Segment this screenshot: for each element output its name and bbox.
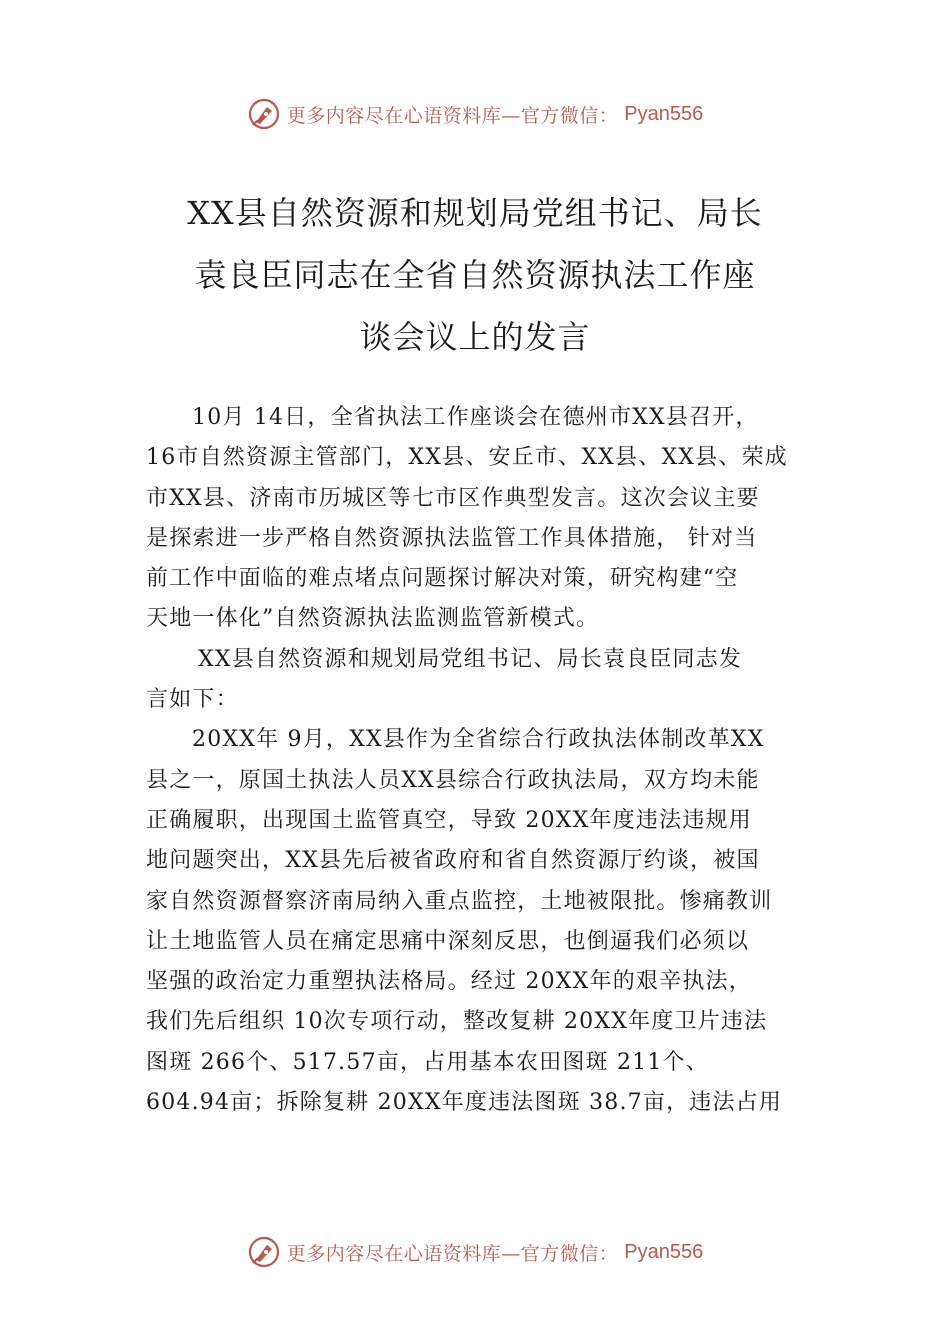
- body-line: 市XX县、济南市历城区等七市区作典型发言。这次会议主要: [146, 485, 760, 511]
- body-line: 图斑 266个、517.57亩，占用基本农田图斑 211个、: [146, 1049, 709, 1075]
- watermark-brand-text: 更多内容尽在心语资料库—官方微信：: [286, 1242, 619, 1265]
- document-body: [146, 398, 826, 1123]
- body-line: 天地一体化”自然资源执法监测监管新模式。: [146, 606, 600, 632]
- title-line: 袁良臣同志在全省自然资源执法工作座: [194, 256, 756, 294]
- body-line: XX县自然资源和规划局党组书记、局长袁良臣同志发: [198, 646, 743, 672]
- watermark-banner-bottom: [0, 1232, 950, 1272]
- body-line: 家自然资源督察济南局纳入重点监控，土地被限批。惨痛教训: [146, 888, 773, 914]
- watermark-banner-top: [0, 94, 950, 134]
- pen-nib-icon: [247, 1235, 281, 1269]
- body-line: 让土地监管人员在痛定思痛中深刻反思，也倒逼我们必须以: [146, 928, 750, 954]
- body-line: 地问题突出，XX县先后被省政府和省自然资源厅约谈，被国: [146, 848, 760, 874]
- watermark-handle: Pyan556: [624, 102, 704, 125]
- title-line: XX县自然资源和规划局党组书记、局长: [187, 194, 763, 232]
- body-line: 坚强的政治定力重塑执法格局。经过 20XX年的艰辛执法，: [146, 969, 752, 995]
- document-title: [140, 182, 810, 368]
- pen-nib-icon: [247, 97, 281, 131]
- body-line: 言如下：: [146, 687, 239, 713]
- body-line: 县之一，原国土执法人员XX县综合行政执法局，双方均未能: [146, 767, 760, 793]
- body-line: 前工作中面临的难点堵点问题探讨解决对策，研究构建“空: [146, 566, 739, 592]
- watermark-brand-text: 更多内容尽在心语资料库—官方微信：: [286, 104, 619, 127]
- body-line: 20XX年 9月，XX县作为全省综合行政执法体制改革XX: [192, 727, 765, 753]
- body-line: 正确履职，出现国土监管真空，导致 20XX年度违法违规用: [146, 807, 752, 833]
- body-line: 10月 14日，全省执法工作座谈会在德州市XX县召开，: [192, 405, 759, 430]
- body-line: 604.94亩；拆除复耕 20XX年度违法图斑 38.7亩，违法占用: [146, 1090, 783, 1116]
- body-line: 是探索进一步严格自然资源执法监管工作具体措施， 针对当: [146, 525, 758, 551]
- body-line: 16市自然资源主管部门，XX县、安丘市、XX县、XX县、荣成: [146, 445, 788, 471]
- title-line: 谈会议上的发言: [359, 318, 591, 356]
- watermark-handle: Pyan556: [624, 1240, 704, 1263]
- body-line: 我们先后组织 10次专项行动，整改复耕 20XX年度卫片违法: [146, 1009, 768, 1035]
